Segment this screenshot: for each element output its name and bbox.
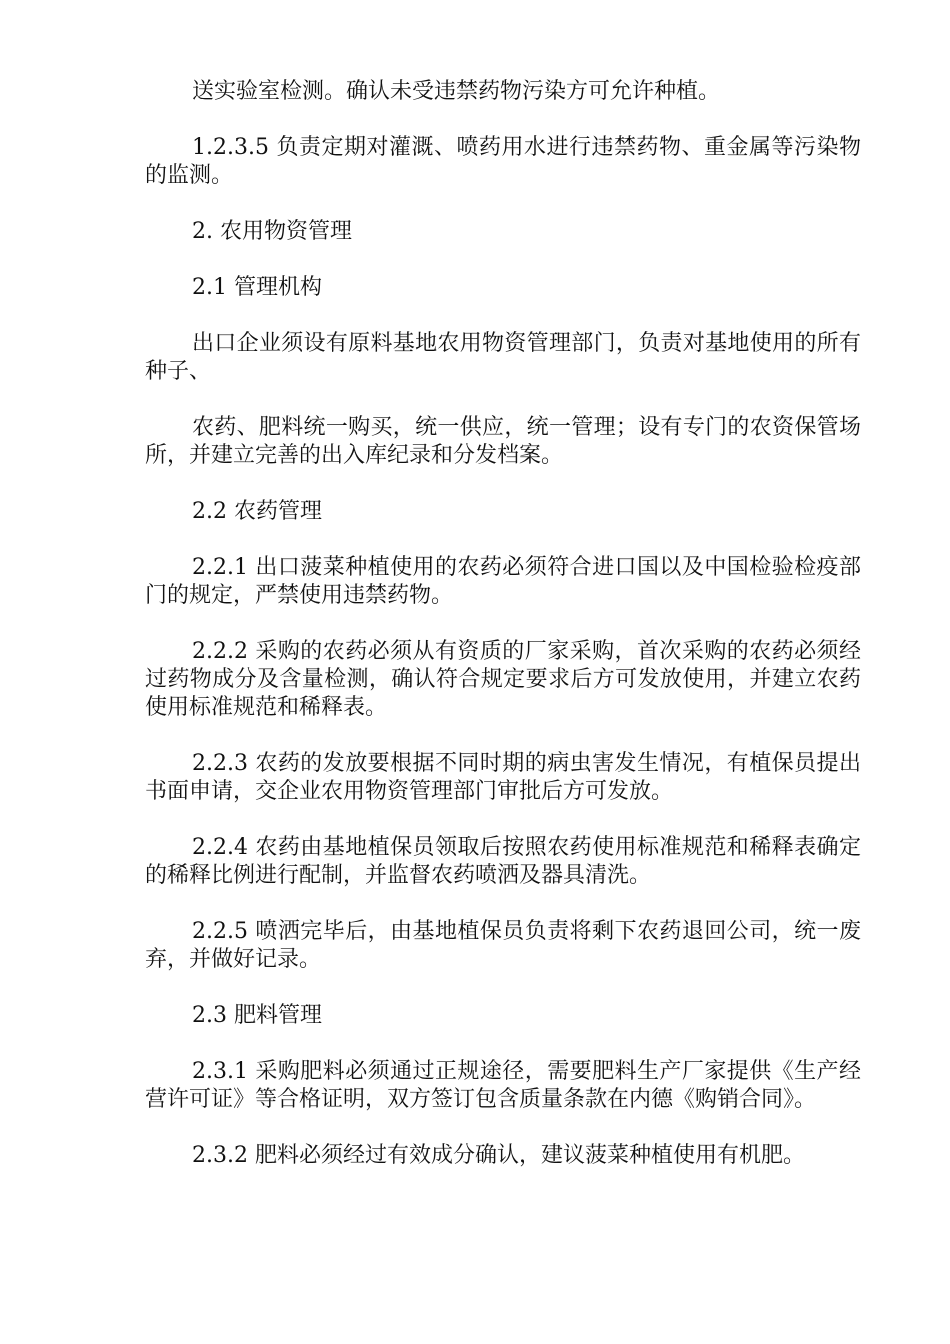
document-body: [145, 78, 861, 1198]
paragraph-continuation: 送实验室检测。确认未受违禁药物污染方可允许种植。: [192, 79, 721, 104]
heading-2: 2. 农用物资管理: [192, 219, 352, 244]
paragraph-2-2-3: 2.2.3 农药的发放要根据不同时期的病虫害发生情况，有植保员提出书面申请，交企业农用物资管理部门审批后方可发放。: [145, 751, 861, 804]
paragraph-2-3-1: 2.3.1 采购肥料必须通过正规途径，需要肥料生产厂家提供《生产经营许可证》等合格证明，双方签订包含质量条款在内德《购销合同》。: [145, 1059, 861, 1112]
paragraph-2-1-b: 农药、肥料统一购买，统一供应，统一管理；设有专门的农资保管场所，并建立完善的出入库纪录和分发档案。: [145, 415, 861, 468]
paragraph-2-2-1: 2.2.1 出口菠菜种植使用的农药必须符合进口国以及中国检验检疫部门的规定，严禁使用违禁药物。: [145, 555, 861, 608]
paragraph-2-2-2: 2.2.2 采购的农药必须从有资质的厂家采购，首次采购的农药必须经过药物成分及含量检测，确认符合规定要求后方可发放使用，并建立农药使用标准规范和稀释表。: [145, 639, 861, 720]
paragraph-2-2-4: 2.2.4 农药由基地植保员领取后按照农药使用标准规范和稀释表确定的稀释比例进行配制，并监督农药喷洒及器具清洗。: [145, 835, 861, 888]
heading-2-1: 2.1 管理机构: [192, 275, 322, 300]
paragraph-2-1-a: 出口企业须设有原料基地农用物资管理部门，负责对基地使用的所有种子、: [145, 331, 861, 384]
paragraph-2-2-5: 2.2.5 喷洒完毕后，由基地植保员负责将剩下农药退回公司，统一废弃，并做好记录。: [145, 919, 861, 972]
paragraph-1-2-3-5: 1.2.3.5 负责定期对灌溉、喷药用水进行违禁药物、重金属等污染物的监测。: [145, 135, 861, 188]
paragraph-2-3-2: 2.3.2 肥料必须经过有效成分确认，建议菠菜种植使用有机肥。: [192, 1143, 805, 1168]
heading-2-2: 2.2 农药管理: [192, 499, 322, 524]
heading-2-3: 2.3 肥料管理: [192, 1003, 322, 1028]
